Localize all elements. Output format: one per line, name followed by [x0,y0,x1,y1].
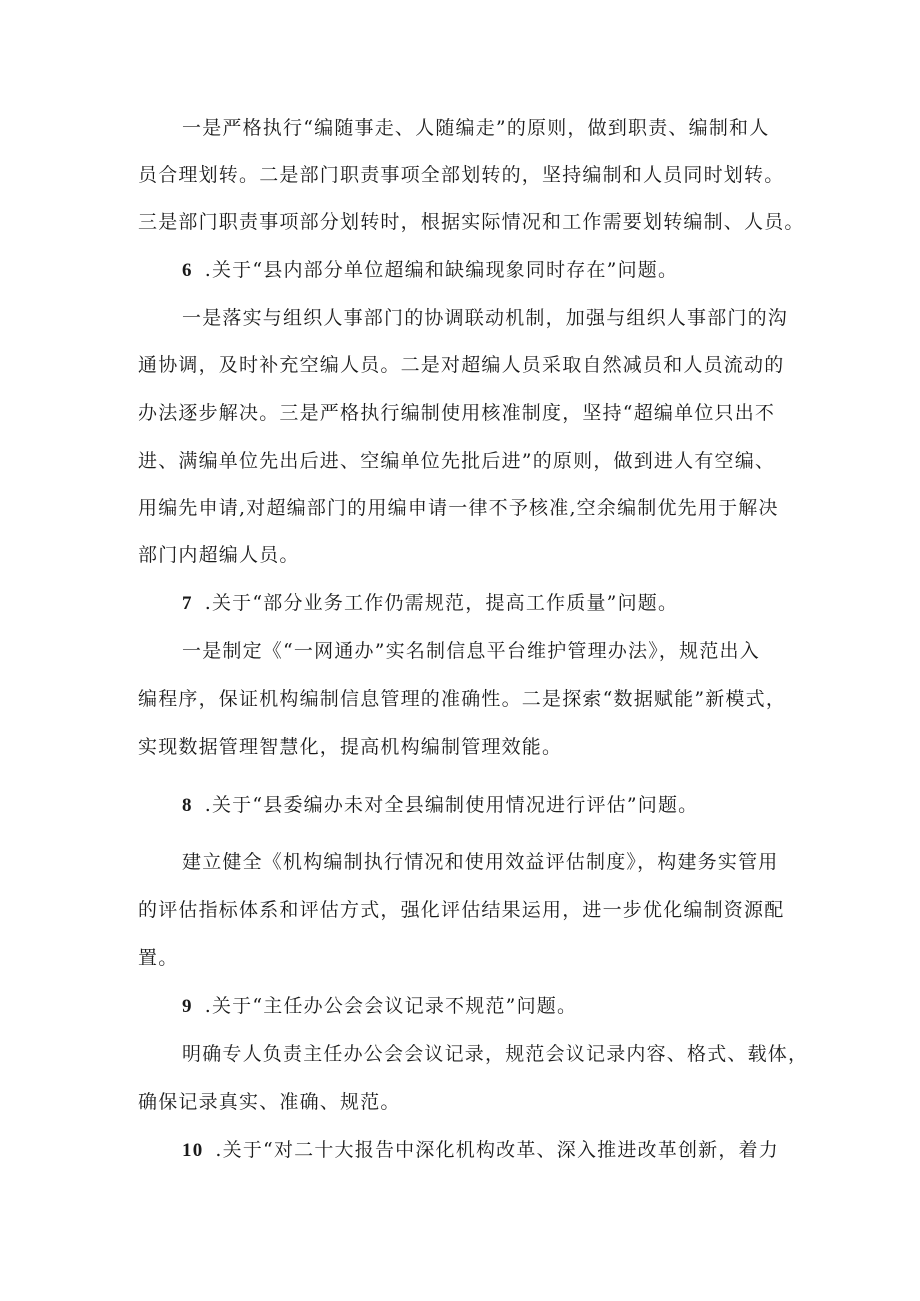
section-heading-text: .关于“主任办公会会议记录不规范”问题。 [204,995,578,1017]
paragraph-line: 三是部门职责事项部分划转时，根据实际情况和工作需要划转编制、人员。 [138,211,805,233]
section-number: 9 [182,996,193,1017]
paragraph-line: 办法逐步解决。三是严格执行编制使用核准制度，坚持“超编单位只出不 [138,402,776,424]
section-heading-text: .关于“县内部分单位超编和缺编现象同时存在”问题。 [204,259,679,281]
section-heading [182,591,678,616]
section-number: 10 [182,1140,204,1161]
paragraph-line: 的评估指标体系和评估方式，强化评估结果运用，进一步优化编制资源配 [138,899,785,921]
paragraph-line: 员合理划转。二是部门职责事项全部划转的，坚持编制和人员同时划转。 [138,164,785,186]
section-heading-text: .关于“对二十大报告中深化机构改革、深入推进改革创新，着力 [215,1139,779,1161]
paragraph-line: 部门内超编人员。 [138,544,300,566]
section-heading [182,793,698,818]
paragraph-line: 建立健全《机构编制执行情况和使用效益评估制度》，构建务实管用 [182,851,779,873]
paragraph-line: 用编先申请,对超编部门的用编申请一律不予核准,空余编制优先用于解决 [138,497,779,519]
section-heading-text: .关于“部分业务工作仍需规范，提高工作质量”问题。 [204,592,679,614]
section-number: 7 [182,593,193,614]
paragraph-line: 一是严格执行“编随事走、人随编走”的原则，做到职责、编制和人 [182,117,770,139]
paragraph-line: 一是制定《“一网通办”实名制信息平台维护管理办法》，规范出入 [182,640,760,662]
section-heading [182,258,678,283]
section-heading-text: .关于“县委编办未对全县编制使用情况进行评估”问题。 [204,794,699,816]
paragraph-line: 编程序，保证机构编制信息管理的准确性。二是探索“数据赋能”新模式， [138,688,787,710]
section-heading [182,1138,779,1163]
section-number: 6 [182,260,193,281]
paragraph-line: 实现数据管理智慧化，提高机构编制管理效能。 [138,736,563,758]
section-number: 8 [182,795,193,816]
paragraph-line: 置。 [138,947,179,969]
paragraph-line: 通协调，及时补充空编人员。二是对超编人员采取自然减员和人员流动的 [138,354,785,376]
section-heading [182,994,577,1019]
paragraph-line: 进、满编单位先出后进、空编单位先批后进”的原则，做到进人有空编、 [138,450,776,472]
paragraph-line: 确保记录真实、准确、规范。 [138,1091,401,1113]
paragraph-line: 一是落实与组织人事部门的协调联动机制，加强与组织人事部门的沟 [182,307,789,329]
paragraph-line: 明确专人负责主任办公会会议记录，规范会议记录内容、格式、载体， [182,1043,809,1065]
